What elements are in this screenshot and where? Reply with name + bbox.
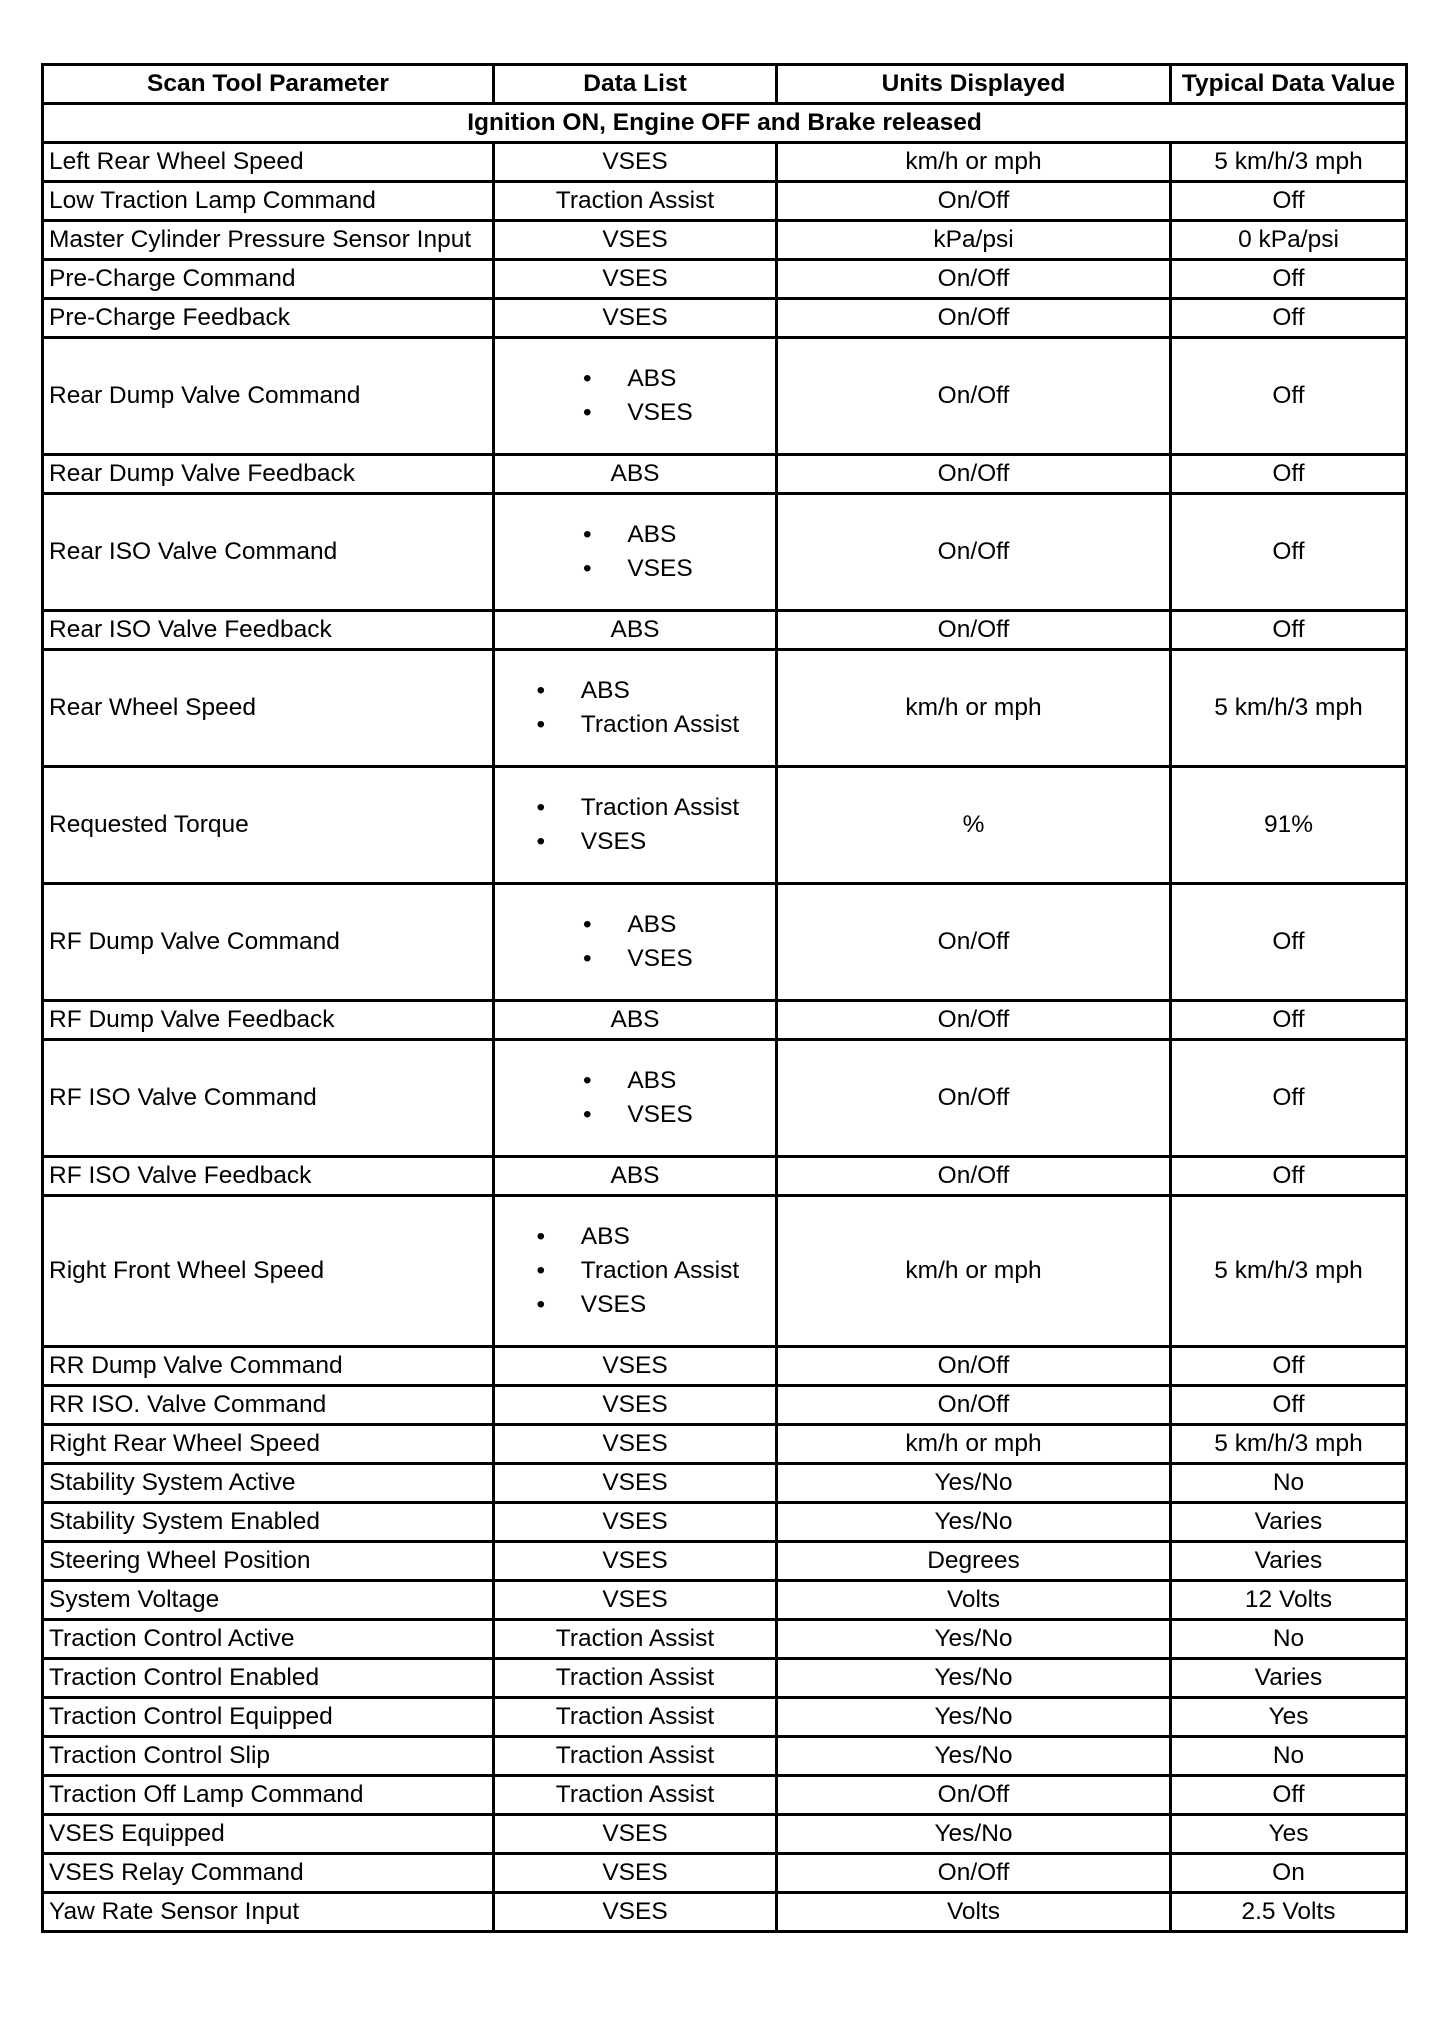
cell-typical-value: Yes	[1171, 1815, 1407, 1854]
cell-parameter: VSES Relay Command	[43, 1854, 494, 1893]
cell-units: On/Off	[777, 1157, 1171, 1196]
cell-typical-value: 12 Volts	[1171, 1581, 1407, 1620]
cell-typical-value: 5 km/h/3 mph	[1171, 1196, 1407, 1347]
cell-data-list	[494, 494, 777, 611]
cell-data-list	[494, 1040, 777, 1157]
table-row	[43, 1854, 1407, 1893]
table-row	[43, 1425, 1407, 1464]
cell-units: Volts	[777, 1581, 1171, 1620]
data-list-bullets	[531, 791, 739, 859]
cell-typical-value: 2.5 Volts	[1171, 1893, 1407, 1932]
condition-label: Ignition ON, Engine OFF and Brake released	[43, 104, 1407, 143]
table-row	[43, 1347, 1407, 1386]
data-list-bullets	[577, 362, 692, 430]
cell-data-list	[494, 767, 777, 884]
header-row	[43, 65, 1407, 104]
cell-parameter: Traction Control Enabled	[43, 1659, 494, 1698]
table-row	[43, 1040, 1407, 1157]
cell-data-list: VSES	[494, 1464, 777, 1503]
table-row	[43, 1659, 1407, 1698]
table-row	[43, 1737, 1407, 1776]
cell-typical-value: 5 km/h/3 mph	[1171, 650, 1407, 767]
data-list-item: • VSES	[577, 942, 692, 976]
table-row	[43, 1698, 1407, 1737]
cell-units: On/Off	[777, 1040, 1171, 1157]
cell-units: On/Off	[777, 1386, 1171, 1425]
cell-typical-value: Off	[1171, 1157, 1407, 1196]
cell-data-list: VSES	[494, 1815, 777, 1854]
cell-parameter: Low Traction Lamp Command	[43, 182, 494, 221]
cell-parameter: System Voltage	[43, 1581, 494, 1620]
cell-parameter: Traction Control Equipped	[43, 1698, 494, 1737]
cell-parameter: Traction Control Slip	[43, 1737, 494, 1776]
table-row	[43, 1581, 1407, 1620]
data-list-bullets	[531, 674, 739, 742]
cell-typical-value: Off	[1171, 1040, 1407, 1157]
cell-typical-value: Varies	[1171, 1659, 1407, 1698]
cell-units: On/Off	[777, 494, 1171, 611]
cell-data-list: ABS	[494, 1001, 777, 1040]
cell-data-list: VSES	[494, 1347, 777, 1386]
cell-data-list: VSES	[494, 1542, 777, 1581]
table-row	[43, 1542, 1407, 1581]
data-list-item: • ABS	[577, 518, 692, 552]
cell-units: On/Off	[777, 260, 1171, 299]
cell-parameter: Yaw Rate Sensor Input	[43, 1893, 494, 1932]
cell-typical-value: Off	[1171, 1776, 1407, 1815]
cell-typical-value: Off	[1171, 299, 1407, 338]
table-row	[43, 1196, 1407, 1347]
cell-units: Yes/No	[777, 1815, 1171, 1854]
cell-data-list	[494, 884, 777, 1001]
data-list-item: • Traction Assist	[531, 1254, 739, 1288]
cell-data-list: Traction Assist	[494, 1776, 777, 1815]
data-list-bullets	[577, 908, 692, 976]
data-list-item: • Traction Assist	[531, 708, 739, 742]
cell-data-list: VSES	[494, 143, 777, 182]
cell-data-list: VSES	[494, 260, 777, 299]
cell-typical-value: Off	[1171, 1347, 1407, 1386]
cell-typical-value: 0 kPa/psi	[1171, 221, 1407, 260]
cell-units: On/Off	[777, 299, 1171, 338]
table-row	[43, 1157, 1407, 1196]
table-row	[43, 767, 1407, 884]
data-list-item: • ABS	[577, 908, 692, 942]
cell-parameter: Rear Wheel Speed	[43, 650, 494, 767]
cell-units: km/h or mph	[777, 650, 1171, 767]
data-list-item: • VSES	[577, 396, 692, 430]
cell-typical-value: 5 km/h/3 mph	[1171, 1425, 1407, 1464]
cell-parameter: Traction Control Active	[43, 1620, 494, 1659]
cell-units: Yes/No	[777, 1737, 1171, 1776]
header-data-list: Data List	[494, 65, 777, 104]
cell-data-list	[494, 650, 777, 767]
table-row	[43, 182, 1407, 221]
table-row	[43, 884, 1407, 1001]
cell-typical-value: On	[1171, 1854, 1407, 1893]
table-row	[43, 143, 1407, 182]
cell-parameter: RR Dump Valve Command	[43, 1347, 494, 1386]
table-row	[43, 1386, 1407, 1425]
header-typical-value: Typical Data Value	[1171, 65, 1407, 104]
scan-tool-data-table	[41, 63, 1408, 1933]
cell-parameter: RF ISO Valve Feedback	[43, 1157, 494, 1196]
cell-typical-value: No	[1171, 1737, 1407, 1776]
condition-row	[43, 104, 1407, 143]
cell-data-list	[494, 1196, 777, 1347]
table-row	[43, 1620, 1407, 1659]
cell-parameter: RR ISO. Valve Command	[43, 1386, 494, 1425]
cell-typical-value: 91%	[1171, 767, 1407, 884]
table-row	[43, 494, 1407, 611]
cell-units: Yes/No	[777, 1659, 1171, 1698]
cell-data-list: ABS	[494, 455, 777, 494]
cell-parameter: Rear ISO Valve Command	[43, 494, 494, 611]
cell-typical-value: No	[1171, 1464, 1407, 1503]
table-row	[43, 1776, 1407, 1815]
data-list-item: • VSES	[577, 552, 692, 586]
data-list-item: • ABS	[531, 1220, 739, 1254]
cell-typical-value: Off	[1171, 884, 1407, 1001]
cell-typical-value: Off	[1171, 182, 1407, 221]
table-row	[43, 650, 1407, 767]
data-list-bullets	[531, 1220, 739, 1322]
table-row	[43, 1464, 1407, 1503]
cell-parameter: Stability System Active	[43, 1464, 494, 1503]
cell-data-list: VSES	[494, 1425, 777, 1464]
table-row	[43, 299, 1407, 338]
cell-parameter: Traction Off Lamp Command	[43, 1776, 494, 1815]
cell-parameter: Stability System Enabled	[43, 1503, 494, 1542]
cell-data-list: VSES	[494, 221, 777, 260]
cell-parameter: Rear ISO Valve Feedback	[43, 611, 494, 650]
cell-data-list: Traction Assist	[494, 1659, 777, 1698]
cell-data-list: ABS	[494, 1157, 777, 1196]
cell-units: Yes/No	[777, 1464, 1171, 1503]
cell-data-list: Traction Assist	[494, 1698, 777, 1737]
cell-parameter: Rear Dump Valve Feedback	[43, 455, 494, 494]
cell-units: On/Off	[777, 1347, 1171, 1386]
cell-data-list: VSES	[494, 299, 777, 338]
cell-parameter: Left Rear Wheel Speed	[43, 143, 494, 182]
cell-units: On/Off	[777, 884, 1171, 1001]
cell-data-list: Traction Assist	[494, 1737, 777, 1776]
data-list-item: • VSES	[531, 1288, 739, 1322]
data-list-bullets	[577, 1064, 692, 1132]
cell-parameter: Right Rear Wheel Speed	[43, 1425, 494, 1464]
data-list-item: • Traction Assist	[531, 791, 739, 825]
cell-units: km/h or mph	[777, 143, 1171, 182]
cell-units: Yes/No	[777, 1503, 1171, 1542]
cell-typical-value: Off	[1171, 1386, 1407, 1425]
cell-data-list: VSES	[494, 1503, 777, 1542]
data-list-item: • VSES	[531, 825, 739, 859]
table-row	[43, 455, 1407, 494]
cell-parameter: RF Dump Valve Command	[43, 884, 494, 1001]
cell-data-list: VSES	[494, 1386, 777, 1425]
cell-units: Yes/No	[777, 1620, 1171, 1659]
cell-typical-value: No	[1171, 1620, 1407, 1659]
table-row	[43, 221, 1407, 260]
cell-units: km/h or mph	[777, 1425, 1171, 1464]
table-row	[43, 1001, 1407, 1040]
cell-typical-value: Varies	[1171, 1542, 1407, 1581]
cell-data-list: VSES	[494, 1854, 777, 1893]
cell-data-list: Traction Assist	[494, 1620, 777, 1659]
cell-units: On/Off	[777, 182, 1171, 221]
cell-units: On/Off	[777, 1776, 1171, 1815]
cell-typical-value: Off	[1171, 455, 1407, 494]
data-list-item: • ABS	[577, 1064, 692, 1098]
cell-parameter: Requested Torque	[43, 767, 494, 884]
cell-data-list: Traction Assist	[494, 182, 777, 221]
cell-parameter: VSES Equipped	[43, 1815, 494, 1854]
cell-typical-value: Off	[1171, 494, 1407, 611]
table-row	[43, 1893, 1407, 1932]
cell-parameter: Steering Wheel Position	[43, 1542, 494, 1581]
cell-units: On/Off	[777, 455, 1171, 494]
cell-data-list: VSES	[494, 1893, 777, 1932]
cell-typical-value: Off	[1171, 1001, 1407, 1040]
cell-parameter: RF Dump Valve Feedback	[43, 1001, 494, 1040]
cell-data-list: ABS	[494, 611, 777, 650]
cell-typical-value: Yes	[1171, 1698, 1407, 1737]
cell-units: On/Off	[777, 1001, 1171, 1040]
cell-parameter: Master Cylinder Pressure Sensor Input	[43, 221, 494, 260]
cell-parameter: RF ISO Valve Command	[43, 1040, 494, 1157]
cell-units: Yes/No	[777, 1698, 1171, 1737]
cell-typical-value: Varies	[1171, 1503, 1407, 1542]
cell-data-list	[494, 338, 777, 455]
cell-units: On/Off	[777, 338, 1171, 455]
table-row	[43, 338, 1407, 455]
table-row	[43, 1815, 1407, 1854]
cell-parameter: Rear Dump Valve Command	[43, 338, 494, 455]
data-list-item: • ABS	[531, 674, 739, 708]
table-row	[43, 611, 1407, 650]
cell-units: On/Off	[777, 1854, 1171, 1893]
cell-units: On/Off	[777, 611, 1171, 650]
cell-typical-value: Off	[1171, 338, 1407, 455]
cell-units: Degrees	[777, 1542, 1171, 1581]
cell-units: km/h or mph	[777, 1196, 1171, 1347]
data-list-item: • VSES	[577, 1098, 692, 1132]
cell-parameter: Pre-Charge Feedback	[43, 299, 494, 338]
cell-typical-value: Off	[1171, 260, 1407, 299]
header-parameter: Scan Tool Parameter	[43, 65, 494, 104]
data-list-item: • ABS	[577, 362, 692, 396]
cell-parameter: Pre-Charge Command	[43, 260, 494, 299]
header-units: Units Displayed	[777, 65, 1171, 104]
cell-units: Volts	[777, 1893, 1171, 1932]
cell-typical-value: Off	[1171, 611, 1407, 650]
cell-units: kPa/psi	[777, 221, 1171, 260]
table-row	[43, 1503, 1407, 1542]
cell-data-list: VSES	[494, 1581, 777, 1620]
table-row	[43, 260, 1407, 299]
data-list-bullets	[577, 518, 692, 586]
cell-parameter: Right Front Wheel Speed	[43, 1196, 494, 1347]
cell-typical-value: 5 km/h/3 mph	[1171, 143, 1407, 182]
cell-units: %	[777, 767, 1171, 884]
